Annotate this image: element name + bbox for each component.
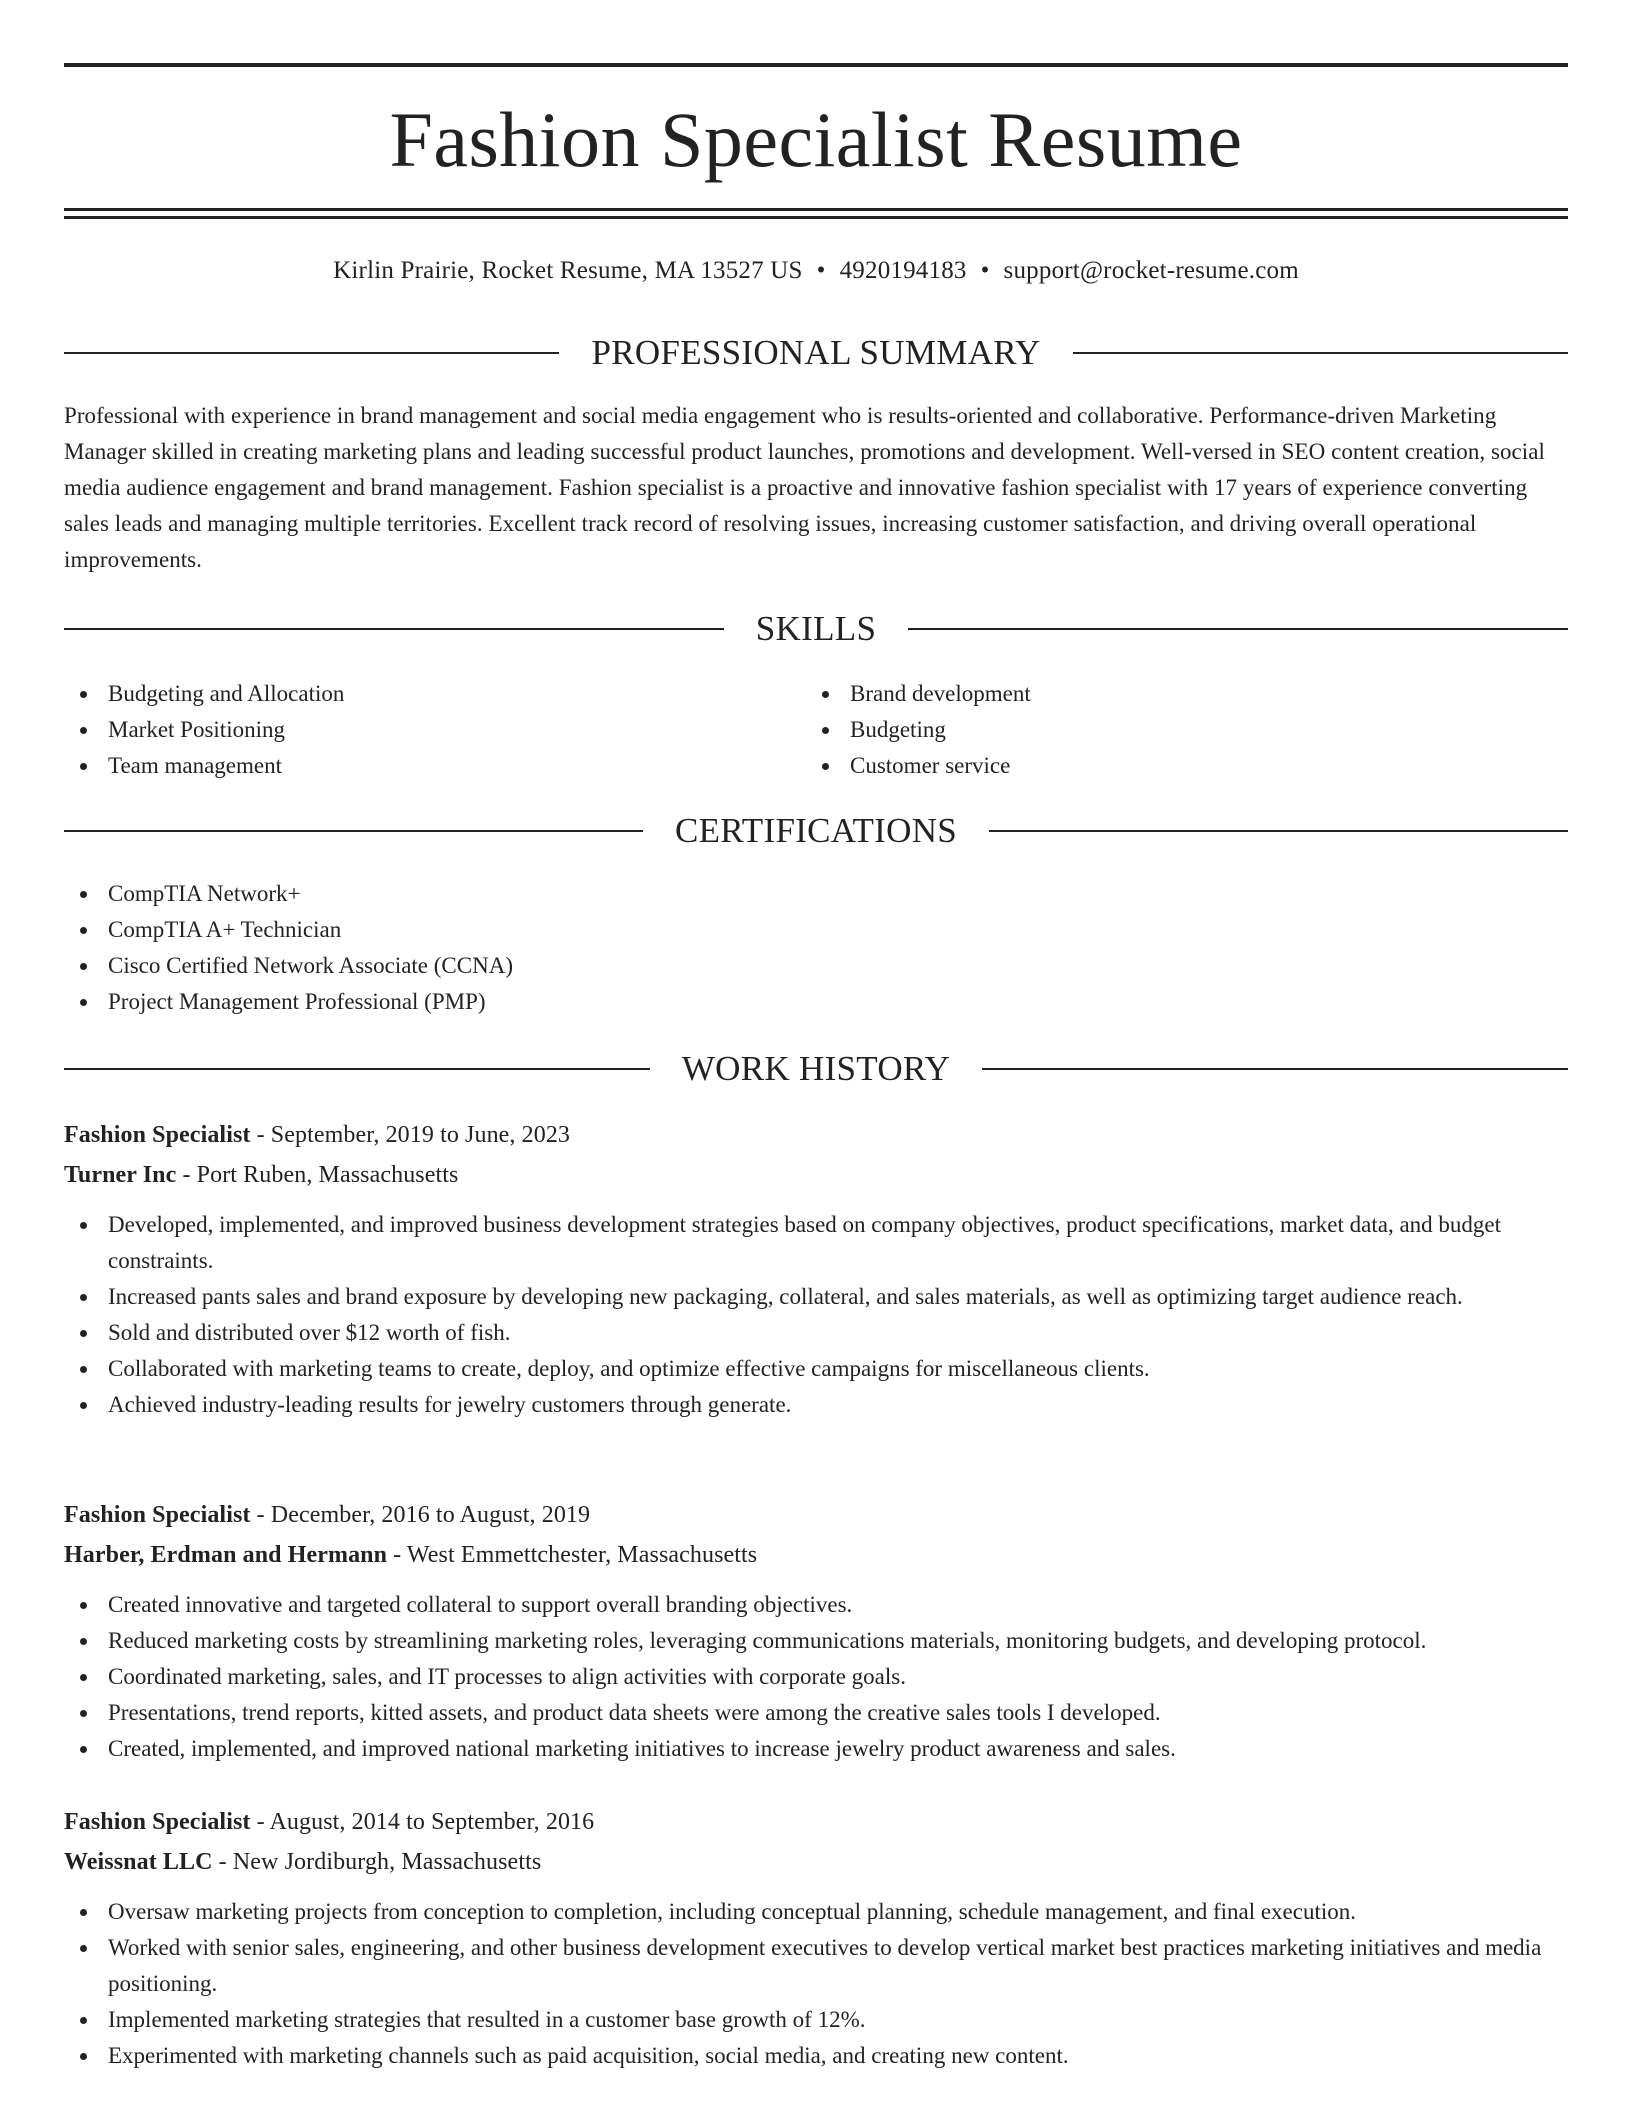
skills-list-right: [806, 676, 1506, 784]
list-item: CompTIA Network+: [64, 876, 1568, 912]
resume-title: Fashion Specialist Resume: [389, 96, 1243, 183]
list-item: Presentations, trend reports, kitted assets, and product data sheets were among the creative sales tools I developed.: [64, 1695, 1568, 1731]
job-title-row: [64, 1495, 1568, 1535]
list-item: Customer service: [806, 748, 1506, 784]
section-header-summary: [64, 330, 1568, 376]
list-item: Market Positioning: [64, 712, 764, 748]
job-company: Turner Inc: [64, 1162, 177, 1188]
list-item: Cisco Certified Network Associate (CCNA): [64, 948, 1568, 984]
contact-line: [64, 254, 1568, 288]
list-item: Coordinated marketing, sales, and IT processes to align activities with corporate goals.: [64, 1659, 1568, 1695]
job-role: Fashion Specialist: [64, 1122, 251, 1148]
list-item: Reduced marketing costs by streamlining marketing roles, leveraging communications materials, monitoring budgets, and developing protocol.: [64, 1623, 1568, 1659]
section-rule-right: [982, 1068, 1568, 1070]
section-title-work-history: WORK HISTORY: [681, 1049, 951, 1088]
list-item: Worked with senior sales, engineering, and other business development executives to develop vertical market best practices marketing initiatives and media positioning.: [64, 1930, 1568, 2002]
job-company: Weissnat LLC: [64, 1849, 213, 1875]
list-item: Brand development: [806, 676, 1506, 712]
job-company: Harber, Erdman and Hermann: [64, 1542, 388, 1568]
skills-list-left: [64, 676, 764, 784]
job-bullets: [64, 1894, 1568, 2074]
job-company-row: [64, 1155, 1568, 1195]
contact-separator: •: [816, 257, 826, 284]
section-rule-left: [64, 628, 724, 630]
title-double-rule-lower: [64, 216, 1568, 219]
list-item: Created innovative and targeted collateral to support overall branding objectives.: [64, 1587, 1568, 1623]
certifications-list: [64, 876, 1568, 1020]
job-dates: - September, 2019 to June, 2023: [250, 1122, 571, 1148]
job-dates: - December, 2016 to August, 2019: [250, 1502, 591, 1528]
list-item: Increased pants sales and brand exposure by developing new packaging, collateral, and sales materials, as well as optimizing target audience reach.: [64, 1279, 1568, 1315]
job-location: - West Emmettchester, Massachusetts: [387, 1542, 758, 1568]
job-bullets: [64, 1587, 1568, 1767]
section-title-certifications: CERTIFICATIONS: [674, 811, 958, 850]
top-rule: [64, 63, 1568, 67]
section-header-work-history: [64, 1046, 1568, 1092]
list-item: Oversaw marketing projects from conception to completion, including conceptual planning, schedule management, and final execution.: [64, 1894, 1568, 1930]
job-entry-3: [64, 1802, 1568, 2074]
section-title-skills: SKILLS: [755, 609, 877, 648]
section-title-summary: PROFESSIONAL SUMMARY: [591, 333, 1041, 372]
job-dates: - August, 2014 to September, 2016: [250, 1809, 595, 1835]
section-rule-left: [64, 830, 643, 832]
list-item: Created, implemented, and improved national marketing initiatives to increase jewelry product awareness and sales.: [64, 1731, 1568, 1767]
contact-email[interactable]: support@rocket-resume.com: [1003, 257, 1299, 284]
contact-address: Kirlin Prairie, Rocket Resume, MA 13527 US: [333, 257, 803, 284]
list-item: CompTIA A+ Technician: [64, 912, 1568, 948]
section-rule-right: [1073, 352, 1568, 354]
job-location: - Port Ruben, Massachusetts: [176, 1162, 459, 1188]
summary-text: Professional with experience in brand management and social media engagement who is results-oriented and collaborative. Performance-driven Marketing Manager skilled in creating marketing plans and leading successful product launches, promotions and development. Well-versed in SEO content creation, social media audience engagement and brand management. Fashion specialist is a proactive and innovative fashion specialist with 17 years of experience converting sales leads and managing multiple territories. Excellent track record of resolving issues, increasing customer satisfaction, and driving overall operational improvements.: [64, 403, 1545, 572]
contact-phone: 4920194183: [839, 257, 967, 284]
section-header-skills: [64, 606, 1568, 652]
job-entry-1: [64, 1115, 1568, 1423]
section-header-certifications: [64, 808, 1568, 854]
list-item: Developed, implemented, and improved business development strategies based on company objectives, product specifications, market data, and budget constraints.: [64, 1207, 1568, 1279]
job-role: Fashion Specialist: [64, 1809, 251, 1835]
section-rule-left: [64, 1068, 650, 1070]
list-item: Achieved industry-leading results for jewelry customers through generate.: [64, 1387, 1568, 1423]
job-company-row: [64, 1535, 1568, 1575]
section-rule-left: [64, 352, 559, 354]
section-rule-right: [908, 628, 1568, 630]
job-bullets: [64, 1207, 1568, 1423]
list-item: Team management: [64, 748, 764, 784]
section-rule-right: [989, 830, 1568, 832]
job-location: - New Jordiburgh, Massachusetts: [212, 1849, 542, 1875]
list-item: Experimented with marketing channels such as paid acquisition, social media, and creating new content.: [64, 2038, 1568, 2074]
list-item: Collaborated with marketing teams to create, deploy, and optimize effective campaigns for miscellaneous clients.: [64, 1351, 1568, 1387]
title-double-rule-upper: [64, 208, 1568, 211]
job-role: Fashion Specialist: [64, 1502, 251, 1528]
list-item: Budgeting and Allocation: [64, 676, 764, 712]
list-item: Sold and distributed over $12 worth of fish.: [64, 1315, 1568, 1351]
job-company-row: [64, 1842, 1568, 1882]
list-item: Implemented marketing strategies that resulted in a customer base growth of 12%.: [64, 2002, 1568, 2038]
job-title-row: [64, 1115, 1568, 1155]
contact-separator: •: [980, 257, 990, 284]
job-entry-2: [64, 1495, 1568, 1767]
job-title-row: [64, 1802, 1568, 1842]
list-item: Project Management Professional (PMP): [64, 984, 1568, 1020]
list-item: Budgeting: [806, 712, 1506, 748]
